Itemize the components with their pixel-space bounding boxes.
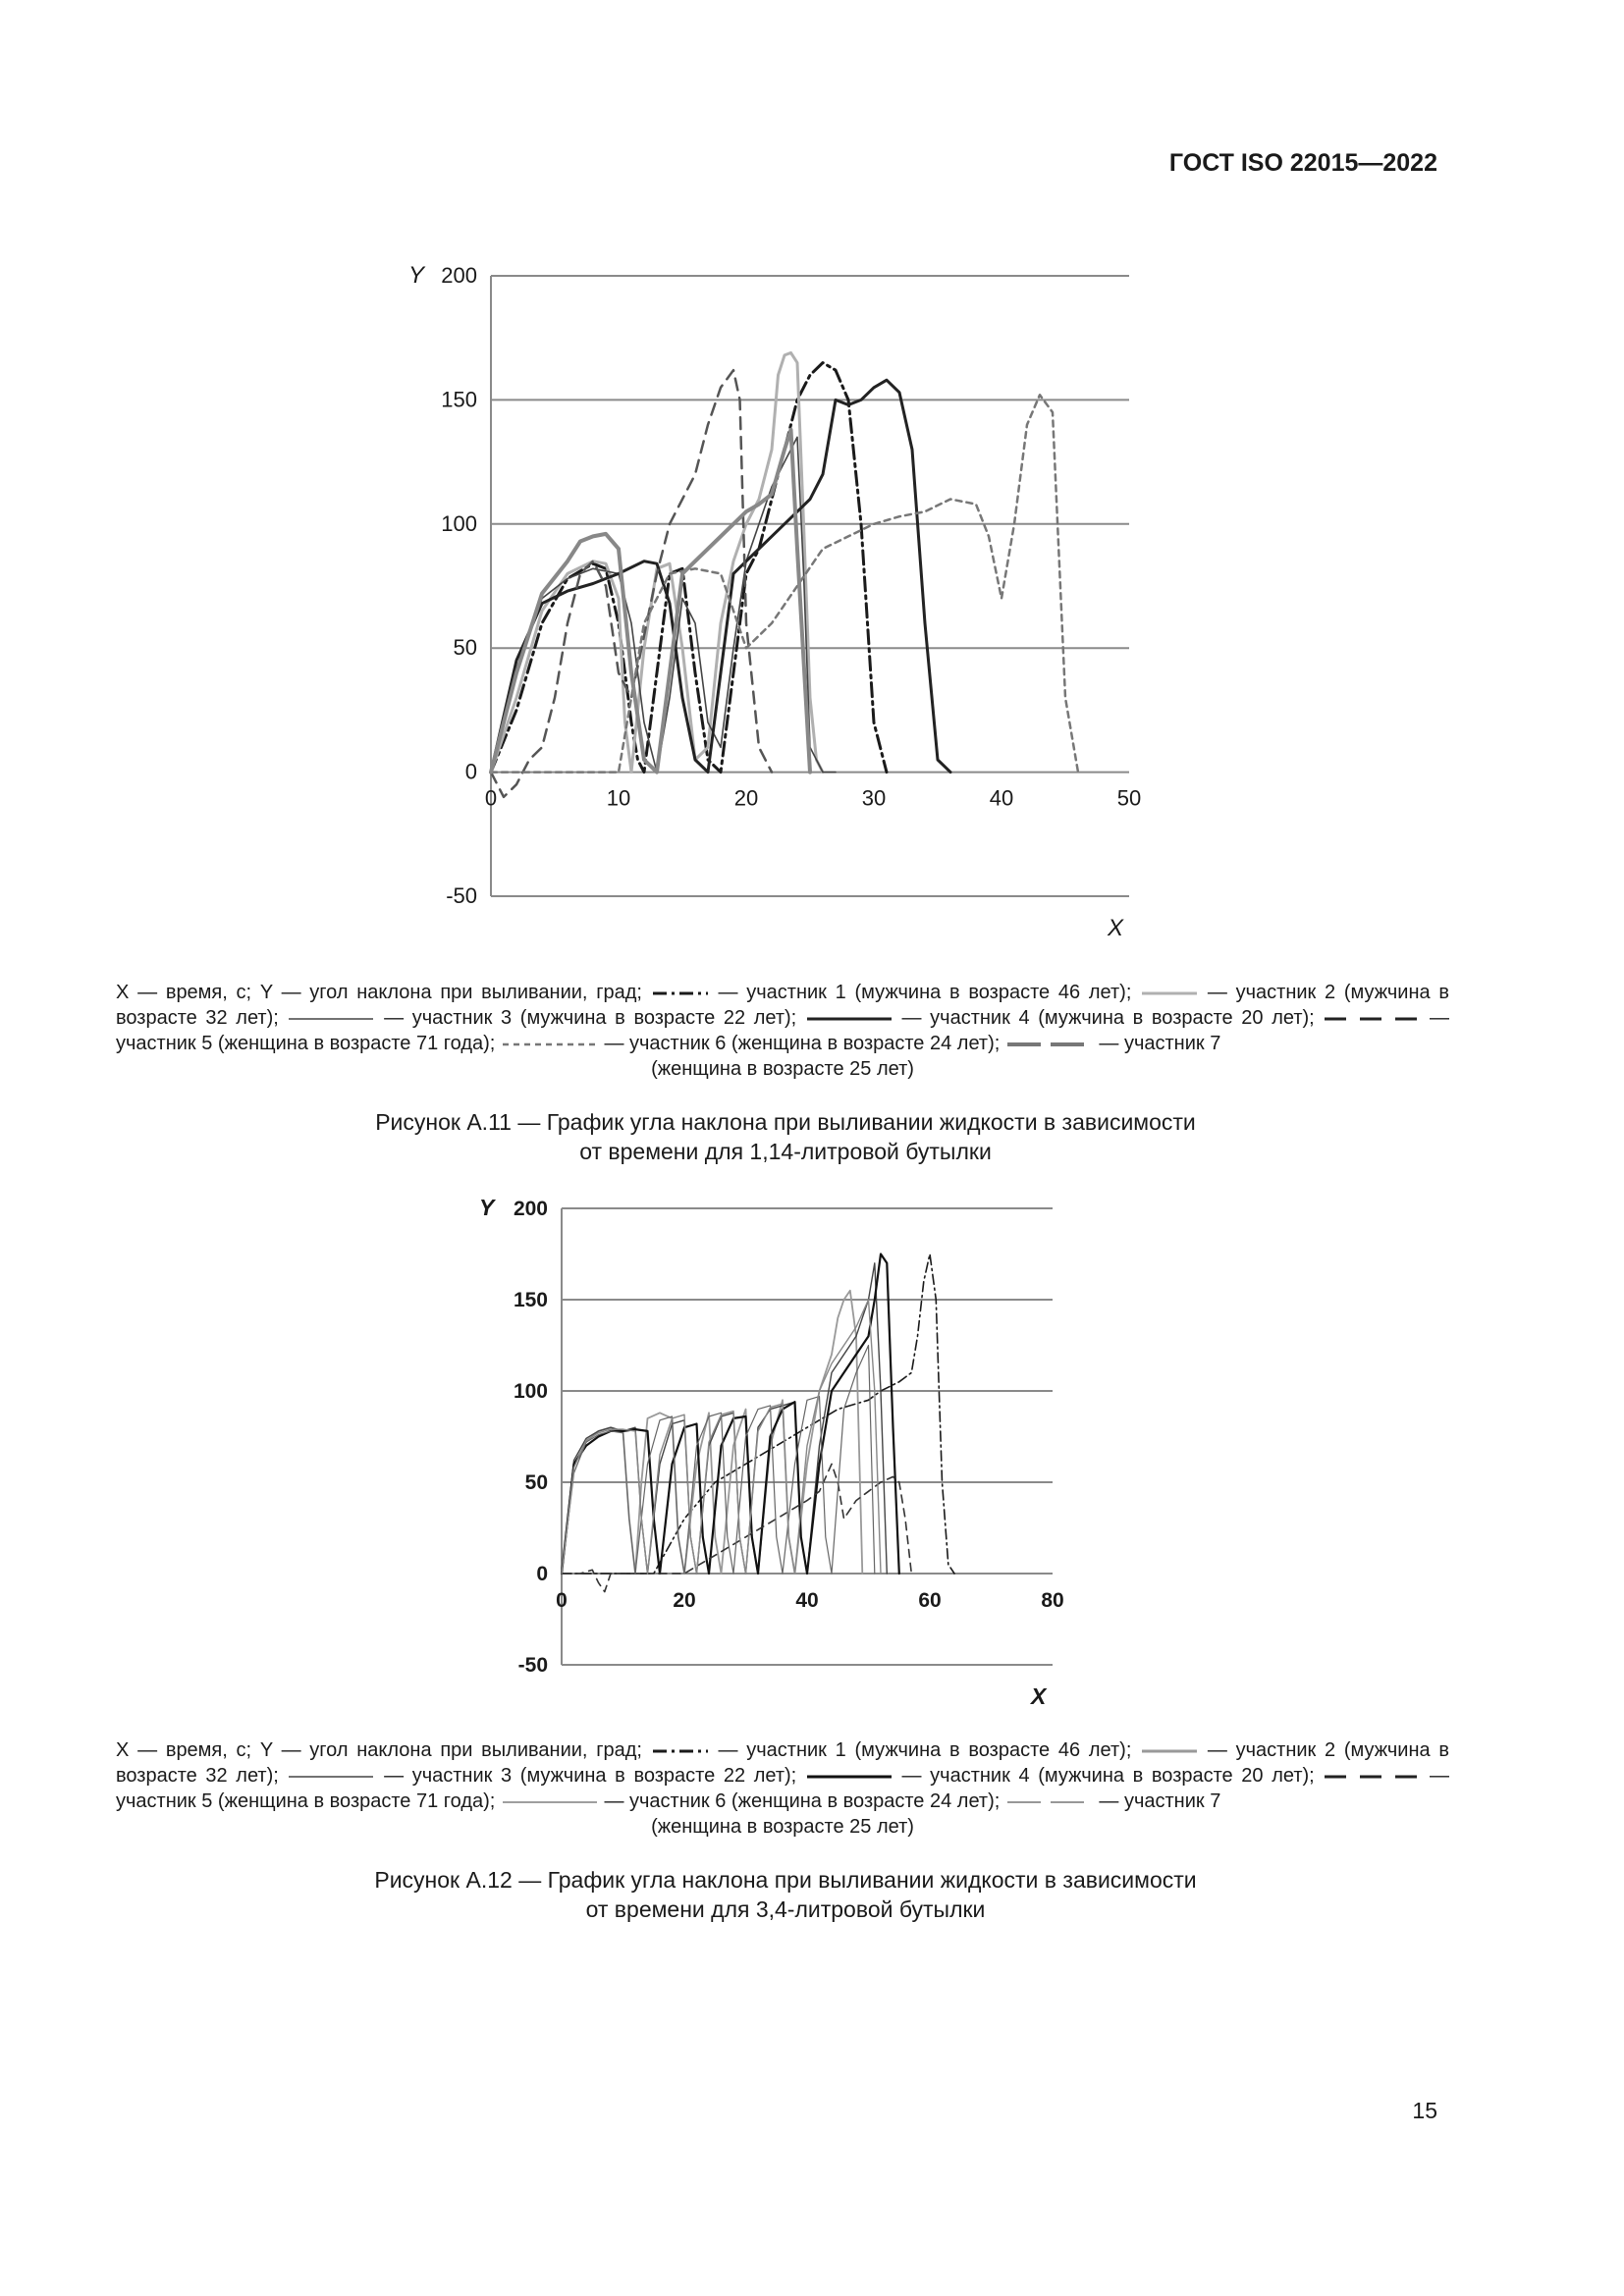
- chart2-y-tick-label: 200: [513, 1198, 548, 1220]
- chart-figure-a12: [461, 1183, 1110, 1713]
- legend-label-p7-cont: (женщина в возрасте 25 лет): [651, 1058, 914, 1080]
- chart2-y-tick-label: 0: [536, 1563, 548, 1585]
- legend-label-p3: — участник 3 (мужчина в возрасте 22 лет);: [384, 1007, 797, 1029]
- legend-label-p2: — участник 2 (мужчина в возрасте 32 лет);: [116, 1739, 1450, 1787]
- legend-swatch-p7: [1007, 1041, 1092, 1048]
- chart1-x-tick-label: 30: [861, 785, 887, 811]
- chart2-x-tick-label: 60: [918, 1589, 942, 1612]
- chart2-series-7: [562, 1300, 881, 1574]
- legend-swatch-p2: [1142, 989, 1197, 997]
- legend-swatch-p4: [807, 1015, 892, 1023]
- legend-swatch-p6: [503, 1041, 597, 1048]
- legend-label-p6: — участник 6 (женщина в возрасте 24 лет);: [604, 1033, 1001, 1054]
- chart1-y-tick-label: 100: [441, 510, 477, 536]
- caption-line-2: от времени для 1,14-литровой бутылки: [579, 1139, 992, 1164]
- chart1-y-tick-label: 150: [441, 387, 477, 412]
- legend-swatch-p1: [653, 1747, 708, 1755]
- legend-label-p2: — участник 2 (мужчина в возрасте 32 лет);: [116, 982, 1450, 1029]
- chart1-x-tick-label: 40: [989, 785, 1014, 811]
- chart1-x-tick-label: 50: [1116, 785, 1142, 811]
- chart2-x-tick-label: 40: [795, 1589, 819, 1612]
- legend-label-p5: — участник 5 (женщина в возрасте 71 года);: [116, 1765, 1449, 1812]
- chart2-y-tick-label: 100: [513, 1380, 548, 1403]
- chart1-y-tick-label: 50: [453, 635, 477, 661]
- legend-figure-a11: [116, 980, 1449, 1082]
- caption-line-2: от времени для 3,4-литровой бутылки: [585, 1896, 986, 1922]
- legend-swatch-p3: [289, 1773, 373, 1781]
- legend-swatch-p1: [653, 989, 708, 997]
- chart2-y-tick-label: 50: [524, 1471, 548, 1494]
- legend-axes-text: X — время, с; Y — угол наклона при выливании, град;: [116, 982, 642, 1003]
- chart1-y-tick-label: 0: [464, 759, 477, 784]
- legend-label-p1: — участник 1 (мужчина в возрасте 46 лет);: [718, 982, 1132, 1003]
- figure-caption-a12: [245, 1865, 1326, 1924]
- legend-label-p7: — участник 7: [1099, 1033, 1221, 1054]
- legend-label-p7: — участник 7: [1099, 1790, 1221, 1812]
- chart1-y-tick-label: 200: [441, 263, 477, 288]
- legend-label-p1: — участник 1 (мужчина в возрасте 46 лет);: [718, 1739, 1132, 1761]
- chart2-series-3: [562, 1263, 887, 1574]
- chart2-x-axis-label: X: [1031, 1683, 1047, 1709]
- legend-label-p5: — участник 5 (женщина в возрасте 71 года);: [116, 1007, 1449, 1054]
- legend-label-p4: — участник 4 (мужчина в возрасте 20 лет);: [901, 1765, 1315, 1787]
- chart1-y-tick-label: -50: [446, 883, 477, 908]
- chart-figure-a11: [373, 250, 1178, 957]
- chart2-x-tick-label: 80: [1041, 1589, 1064, 1612]
- legend-axes-text: X — время, с; Y — угол наклона при выливании, град;: [116, 1739, 642, 1761]
- page-number: 15: [1412, 2098, 1437, 2123]
- chart2-y-tick-label: -50: [517, 1654, 548, 1677]
- caption-line-1: Рисунок А.11 — График угла наклона при выливании жидкости в зависимости: [375, 1109, 1196, 1135]
- legend-label-p4: — участник 4 (мужчина в возрасте 20 лет);: [901, 1007, 1315, 1029]
- document-header: ГОСТ ISO 22015—2022: [1168, 149, 1437, 177]
- legend-swatch-p4: [807, 1773, 892, 1781]
- chart1-x-axis-label: X: [1108, 915, 1124, 941]
- legend-swatch-p2: [1142, 1747, 1197, 1755]
- chart2-x-tick-label: 0: [556, 1589, 568, 1612]
- chart2-series-6: [562, 1346, 875, 1575]
- chart1-x-tick-label: 0: [484, 785, 498, 811]
- chart2-x-tick-label: 20: [673, 1589, 696, 1612]
- legend-swatch-p7: [1007, 1798, 1092, 1806]
- chart2-series-1: [562, 1255, 954, 1575]
- legend-swatch-p6: [503, 1798, 597, 1806]
- chart1-x-tick-label: 10: [606, 785, 631, 811]
- legend-label-p3: — участник 3 (мужчина в возрасте 22 лет);: [384, 1765, 797, 1787]
- figure-caption-a11: [245, 1107, 1326, 1166]
- chart2-y-tick-label: 150: [513, 1289, 548, 1311]
- caption-line-1: Рисунок А.12 — График угла наклона при выливании жидкости в зависимости: [374, 1867, 1197, 1893]
- legend-swatch-p5: [1325, 1773, 1419, 1781]
- legend-label-p6: — участник 6 (женщина в возрасте 24 лет);: [604, 1790, 1001, 1812]
- chart1-y-axis-label: Y: [408, 262, 425, 289]
- legend-figure-a12: [116, 1737, 1449, 1840]
- legend-swatch-p3: [289, 1015, 373, 1023]
- chart1-x-tick-label: 20: [733, 785, 759, 811]
- chart2-y-axis-label: Y: [479, 1195, 495, 1220]
- legend-label-p7-cont: (женщина в возрасте 25 лет): [651, 1816, 914, 1838]
- legend-swatch-p5: [1325, 1015, 1419, 1023]
